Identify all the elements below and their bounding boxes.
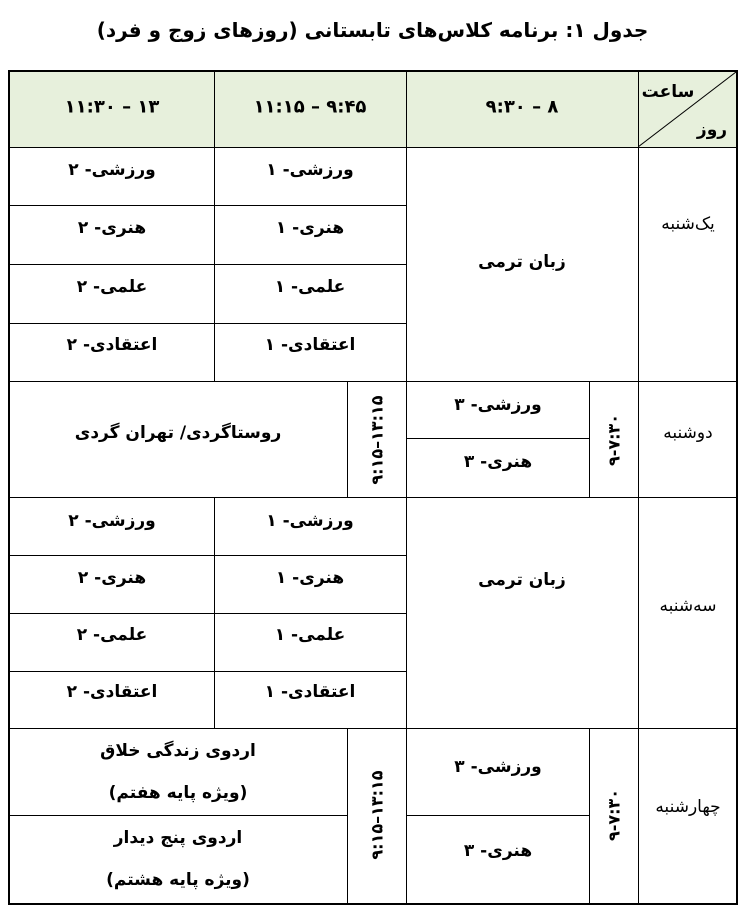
wednesday-slot-a-item: هنری- ۳ — [463, 840, 533, 861]
table-border-top — [8, 70, 738, 72]
sunday-slot3-item: علمی- ۲ — [76, 276, 148, 297]
wednesday-camp-1: اردوی زندگی خلاق — [100, 740, 256, 761]
sunday-slot1: زبان ترمی — [478, 251, 566, 272]
day-column-divider — [638, 71, 639, 904]
sunday-slot2-item: علمی- ۱ — [274, 276, 346, 297]
col-divider — [347, 728, 348, 904]
cell-divider — [9, 264, 407, 265]
col-divider — [589, 728, 590, 904]
header-time-label: ساعت — [641, 81, 695, 102]
tuesday-slot3-item: اعتقادی- ۲ — [66, 681, 158, 702]
tuesday-slot2-item: علمی- ۱ — [274, 624, 346, 645]
cell-divider — [407, 438, 589, 439]
cell-divider — [9, 613, 407, 614]
day-tuesday: سه‌شنبه — [659, 595, 717, 616]
cell-divider — [9, 323, 407, 324]
table-border-bottom — [8, 903, 738, 905]
col-divider — [589, 381, 590, 498]
sunday-slot3-item: اعتقادی- ۲ — [66, 334, 158, 355]
col-divider — [406, 381, 407, 498]
row-divider — [9, 147, 737, 148]
monday-time-a: ۹-۷:۳۰ — [604, 413, 624, 467]
tuesday-slot3-item: علمی- ۲ — [76, 624, 148, 645]
col-divider — [347, 381, 348, 498]
tuesday-slot2-item: اعتقادی- ۱ — [264, 681, 356, 702]
monday-slot-a-item: ورزشی- ۳ — [454, 394, 542, 415]
cell-divider — [9, 555, 407, 556]
wednesday-time-a: ۹-۷:۳۰ — [604, 788, 624, 842]
sunday-slot3-item: ورزشی- ۲ — [68, 159, 156, 180]
monday-time-b: ۹:۱۵–۱۳:۱۵ — [367, 395, 387, 485]
sunday-slot3-item: هنری- ۲ — [77, 217, 147, 238]
col-divider — [214, 71, 215, 148]
wednesday-time-b: ۹:۱۵–۱۳:۱۵ — [367, 770, 387, 860]
monday-slot-a-item: هنری- ۳ — [463, 451, 533, 472]
table-border-right — [736, 70, 738, 905]
cell-divider — [407, 815, 589, 816]
tuesday-slot3-item: هنری- ۲ — [77, 567, 147, 588]
day-wednesday: چهارشنبه — [655, 796, 721, 817]
monday-slot-b: روستاگردی/ تهران گردی — [74, 422, 282, 443]
wednesday-camp-2-note: (ویژه پایه هشتم) — [106, 869, 250, 890]
tuesday-slot1: زبان ترمی — [478, 569, 566, 590]
sunday-slot2-item: هنری- ۱ — [275, 217, 345, 238]
tuesday-slot2-item: ورزشی- ۱ — [266, 510, 354, 531]
row-divider — [9, 497, 737, 498]
cell-divider — [9, 815, 347, 816]
col-divider — [406, 728, 407, 904]
day-monday: دوشنبه — [663, 422, 713, 443]
header-day-label: روز — [696, 119, 728, 140]
table-border-left — [8, 70, 10, 905]
sunday-slot2-item: اعتقادی- ۱ — [264, 334, 356, 355]
sunday-slot2-item: ورزشی- ۱ — [266, 159, 354, 180]
row-divider — [9, 728, 737, 729]
wednesday-camp-1-note: (ویژه پایه هفتم) — [108, 782, 248, 803]
page-title: جدول ۱: برنامه کلاس‌های تابستانی (روزهای زوج و فرد) — [96, 18, 649, 42]
tuesday-slot3-item: ورزشی- ۲ — [68, 510, 156, 531]
cell-divider — [9, 205, 407, 206]
row-divider — [9, 381, 737, 382]
header-slot-1: ۸ – ۹:۳۰ — [485, 96, 559, 118]
tuesday-slot2-item: هنری- ۱ — [275, 567, 345, 588]
header-slot-2: ۹:۴۵ – ۱۱:۱۵ — [253, 96, 367, 118]
cell-divider — [9, 671, 407, 672]
col-divider — [406, 71, 407, 148]
wednesday-camp-2: اردوی پنج دیدار — [113, 827, 243, 848]
header-slot-3: ۱۳ – ۱۱:۳۰ — [64, 96, 160, 118]
day-sunday: یک‌شنبه — [661, 213, 715, 234]
wednesday-slot-a-item: ورزشی- ۳ — [454, 756, 542, 777]
